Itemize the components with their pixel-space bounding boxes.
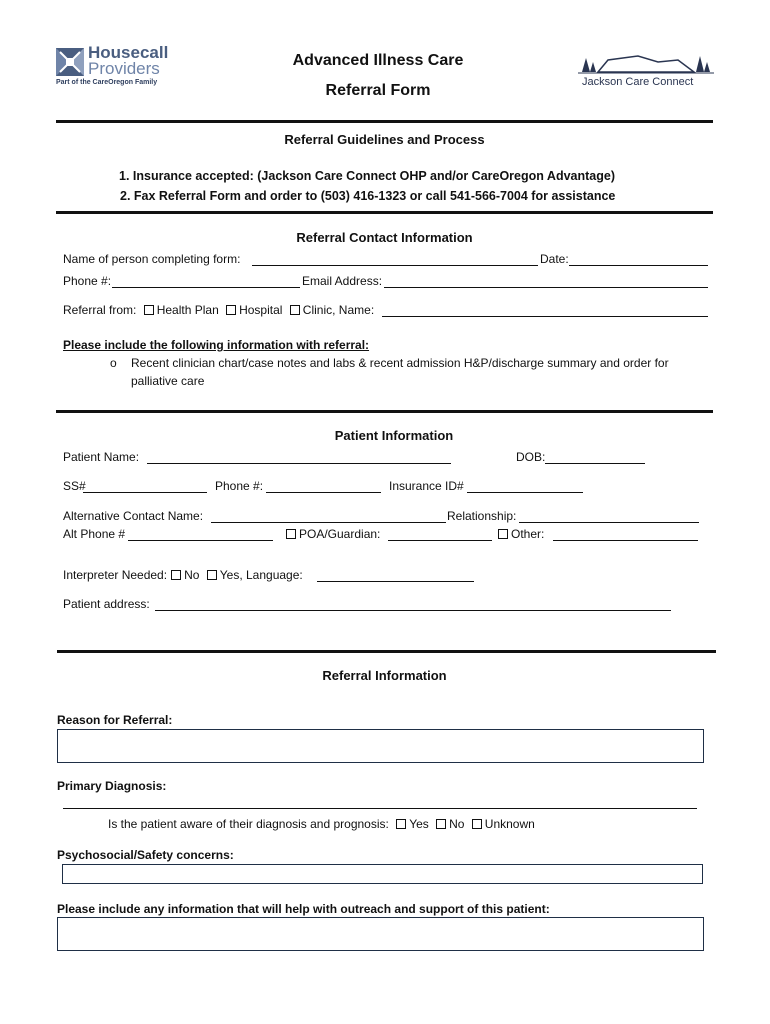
clinic-name-field[interactable] xyxy=(382,316,708,317)
clinic-checkbox[interactable] xyxy=(290,305,300,315)
aware-no-checkbox[interactable] xyxy=(436,819,446,829)
patient-name-field[interactable] xyxy=(147,463,451,464)
aware-row xyxy=(108,817,535,831)
interpreter-label: Interpreter Needed: xyxy=(63,568,168,582)
aware-no-label: No xyxy=(449,817,465,831)
form-title-line2: Referral Form xyxy=(325,82,431,99)
housecall-providers-logo-icon xyxy=(56,48,84,76)
other-field[interactable] xyxy=(553,540,698,541)
diagnosis-label: Primary Diagnosis: xyxy=(57,779,167,793)
aware-unknown-checkbox[interactable] xyxy=(472,819,482,829)
email-label: Email Address: xyxy=(302,274,383,288)
interpreter-yes-checkbox[interactable] xyxy=(207,570,217,580)
aware-question: Is the patient aware of their diagnosis and prognosis: xyxy=(108,817,389,831)
insurance-id-field[interactable] xyxy=(467,492,583,493)
referral-heading: Referral Information xyxy=(322,668,447,683)
patient-address-label: Patient address: xyxy=(63,597,150,611)
patient-name-label: Patient Name: xyxy=(63,450,140,464)
poa-row xyxy=(282,527,380,541)
contact-phone-label: Phone #: xyxy=(63,274,112,288)
patient-divider xyxy=(57,650,716,653)
include-info-line2: palliative care xyxy=(131,374,205,388)
guidelines-item-2: 2. Fax Referral Form and order to (503) 416-1323 or call 541-566-7004 for assistance xyxy=(120,189,616,203)
dob-label: DOB: xyxy=(516,450,546,464)
other-label: Other: xyxy=(511,527,545,541)
ss-label: SS# xyxy=(63,479,86,493)
jcc-logo-text: Jackson Care Connect xyxy=(582,76,694,88)
poa-field[interactable] xyxy=(388,540,492,541)
reason-input[interactable] xyxy=(57,729,704,763)
hospital-label: Hospital xyxy=(239,303,283,317)
interpreter-no-checkbox[interactable] xyxy=(171,570,181,580)
other-checkbox[interactable] xyxy=(498,529,508,539)
patient-phone-label: Phone #: xyxy=(215,479,264,493)
relationship-field[interactable] xyxy=(519,522,699,523)
aware-yes-checkbox[interactable] xyxy=(396,819,406,829)
health-plan-checkbox[interactable] xyxy=(144,305,154,315)
patient-phone-field[interactable] xyxy=(266,492,381,493)
diagnosis-field[interactable] xyxy=(63,808,697,809)
relationship-label: Relationship: xyxy=(447,509,517,523)
outreach-input[interactable] xyxy=(57,917,704,951)
interpreter-row xyxy=(63,568,303,582)
alt-phone-field[interactable] xyxy=(128,540,273,541)
poa-label: POA/Guardian: xyxy=(299,527,381,541)
clinic-label: Clinic, Name: xyxy=(302,303,375,317)
aware-yes-label: Yes xyxy=(409,817,429,831)
health-plan-label: Health Plan xyxy=(156,303,219,317)
referral-from-label: Referral from: xyxy=(63,303,137,317)
ss-field[interactable] xyxy=(83,492,207,493)
hc-logo-line1: Housecall xyxy=(88,43,169,62)
aware-unknown-label: Unknown xyxy=(484,817,535,831)
include-info-heading: Please include the following information with referral: xyxy=(63,338,370,352)
alt-contact-field[interactable] xyxy=(211,522,446,523)
bullet-marker: o xyxy=(110,356,117,370)
hospital-checkbox[interactable] xyxy=(226,305,236,315)
header-divider xyxy=(56,120,713,123)
contact-phone-field[interactable] xyxy=(112,287,300,288)
interpreter-yes-label: Yes, Language: xyxy=(219,568,303,582)
other-row xyxy=(494,527,544,541)
guidelines-divider xyxy=(56,211,713,214)
insurance-id-label: Insurance ID# xyxy=(389,479,464,493)
contact-heading: Referral Contact Information xyxy=(296,230,473,245)
hc-logo-line2: Providers xyxy=(88,59,160,78)
psychosocial-label: Psychosocial/Safety concerns: xyxy=(57,848,234,862)
poa-checkbox[interactable] xyxy=(286,529,296,539)
language-field[interactable] xyxy=(317,581,474,582)
alt-contact-label: Alternative Contact Name: xyxy=(63,509,204,523)
jackson-care-connect-logo-icon xyxy=(578,50,714,76)
interpreter-no-label: No xyxy=(184,568,200,582)
completing-name-label: Name of person completing form: xyxy=(63,252,241,266)
contact-divider xyxy=(56,410,713,413)
email-field[interactable] xyxy=(384,287,708,288)
include-info-line1: Recent clinician chart/case notes and labs & recent admission H&P/discharge summary and order for xyxy=(131,356,669,370)
date-field[interactable] xyxy=(569,265,708,266)
reason-label: Reason for Referral: xyxy=(57,713,173,727)
guidelines-item-1: 1. Insurance accepted: (Jackson Care Connect OHP and/or CareOregon Advantage) xyxy=(119,169,615,183)
patient-address-field[interactable] xyxy=(155,610,671,611)
patient-heading: Patient Information xyxy=(334,428,454,443)
date-label: Date: xyxy=(540,252,569,266)
guidelines-heading: Referral Guidelines and Process xyxy=(284,132,485,147)
psychosocial-input[interactable] xyxy=(62,864,703,884)
completing-name-field[interactable] xyxy=(252,265,538,266)
form-title-line1: Advanced Illness Care xyxy=(292,52,464,69)
hc-tagline: Part of the CareOregon Family xyxy=(56,79,158,86)
referral-from-row xyxy=(63,303,374,317)
outreach-label: Please include any information that will help with outreach and support of this patient: xyxy=(57,902,550,916)
alt-phone-label: Alt Phone # xyxy=(63,527,126,541)
dob-field[interactable] xyxy=(545,463,645,464)
